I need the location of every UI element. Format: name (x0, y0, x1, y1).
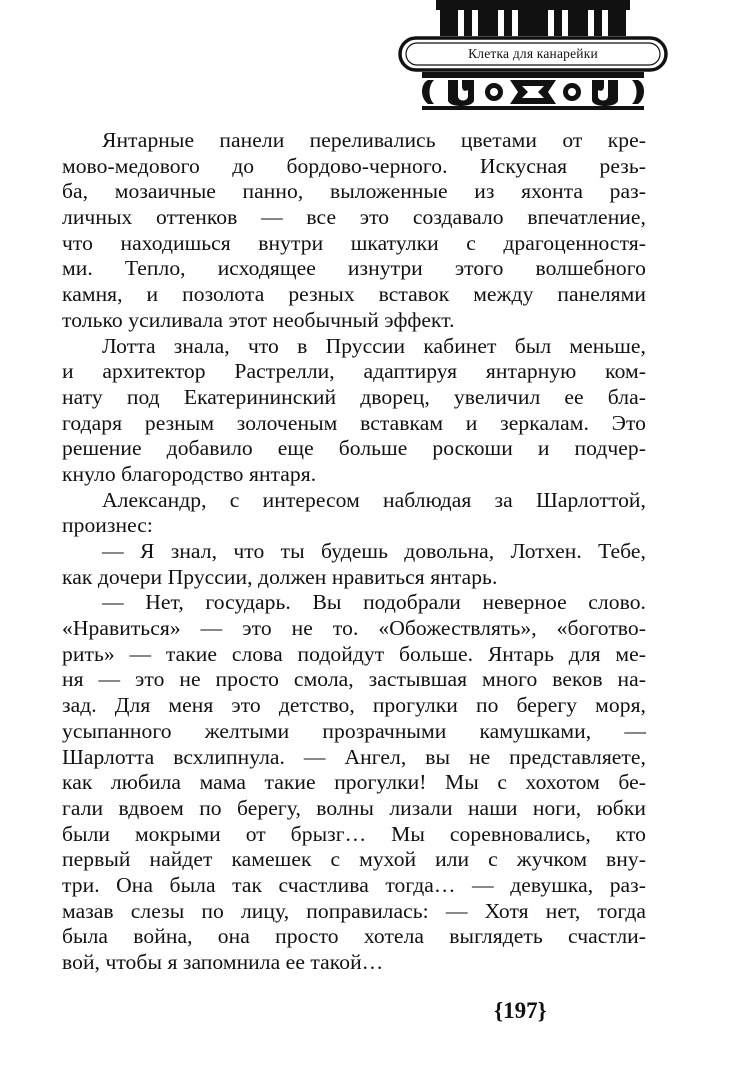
text-line: рить» — такие слова подойдут больше. Янтарь для ме- (62, 641, 646, 666)
text-line: Александр, с интересом наблюдая за Шарлоттой, (102, 487, 646, 512)
text-line: и архитектор Растрелли, адаптируя янтарную ком- (62, 359, 646, 384)
text-line: ми. Тепло, исходящее изнутри этого волшебного (62, 256, 646, 281)
text-line: Шарлотта всхлипнула. — Ангел, вы не представляете, (62, 744, 646, 769)
text-line: Лотта знала, что в Пруссии кабинет был меньше, (102, 333, 646, 358)
text-line: вой, чтобы я запомнила ее такой… (62, 950, 384, 974)
text-line: ня — это не просто смола, застывшая много веков на- (62, 667, 646, 692)
text-line: личных оттенков — все это создавало впечатление, (62, 205, 646, 230)
text-line: — Нет, государь. Вы подобрали неверное слово. (102, 590, 646, 615)
text-line: кнуло благородство янтаря. (62, 461, 317, 486)
text-line: «Нравиться» — это не то. «Обожествлять», «боготво- (62, 616, 646, 641)
text-line: как любила мама такие прогулки! Мы с хохотом бе- (62, 770, 646, 795)
body-text (62, 128, 646, 976)
text-line: камня, и позолота резных вставок между панелями (62, 282, 646, 307)
text-line: что находишься внутри шкатулки с драгоценностя- (62, 230, 646, 255)
text-line: решение добавило еще больше роскоши и подчер- (62, 436, 646, 461)
text-line: мово-медового до бордово-черного. Искусная резь- (62, 153, 646, 178)
running-head-ornament (398, 0, 668, 118)
text-line: мазав слезы по лицу, поправилась: — Хотя нет, тогда (62, 898, 646, 923)
text-line: нату под Екатерининский дворец, увеличил ее бла- (62, 384, 646, 409)
text-line: гали вдвоем по берегу, волны лизали наши ноги, юбки (62, 795, 646, 820)
text-line: годаря резным золоченым вставкам и зеркалам. Это (62, 410, 646, 435)
page-number: {197} (494, 998, 547, 1023)
text-line: ба, мозаичные панно, выложенные из яхонта раз- (62, 179, 646, 204)
text-line: усыпанного желтыми прозрачными камушками, — (62, 718, 646, 743)
text-line: три. Она была так счастлива тогда… — девушка, раз- (62, 872, 646, 897)
text-line: произнес: (62, 513, 153, 538)
text-line: только усиливала этот необычный эффект. (62, 307, 455, 332)
text-line: были мокрыми от брызг… Мы соревновались, кто (62, 821, 646, 846)
text-line: Янтарные панели переливались цветами от кре- (102, 128, 646, 152)
text-line: была война, она просто хотела выглядеть счастли- (62, 924, 646, 949)
text-line: зад. Для меня это детство, прогулки по берегу моря, (62, 693, 646, 718)
running-head-title: Клетка для канарейки (468, 46, 598, 61)
text-line: — Я знал, что ты будешь довольна, Лотхен. Тебе, (102, 539, 646, 563)
text-line: первый найдет камешек с мухой или с жучком вну- (62, 847, 646, 872)
text-line: как дочери Пруссии, должен нравиться янтарь. (62, 564, 498, 589)
